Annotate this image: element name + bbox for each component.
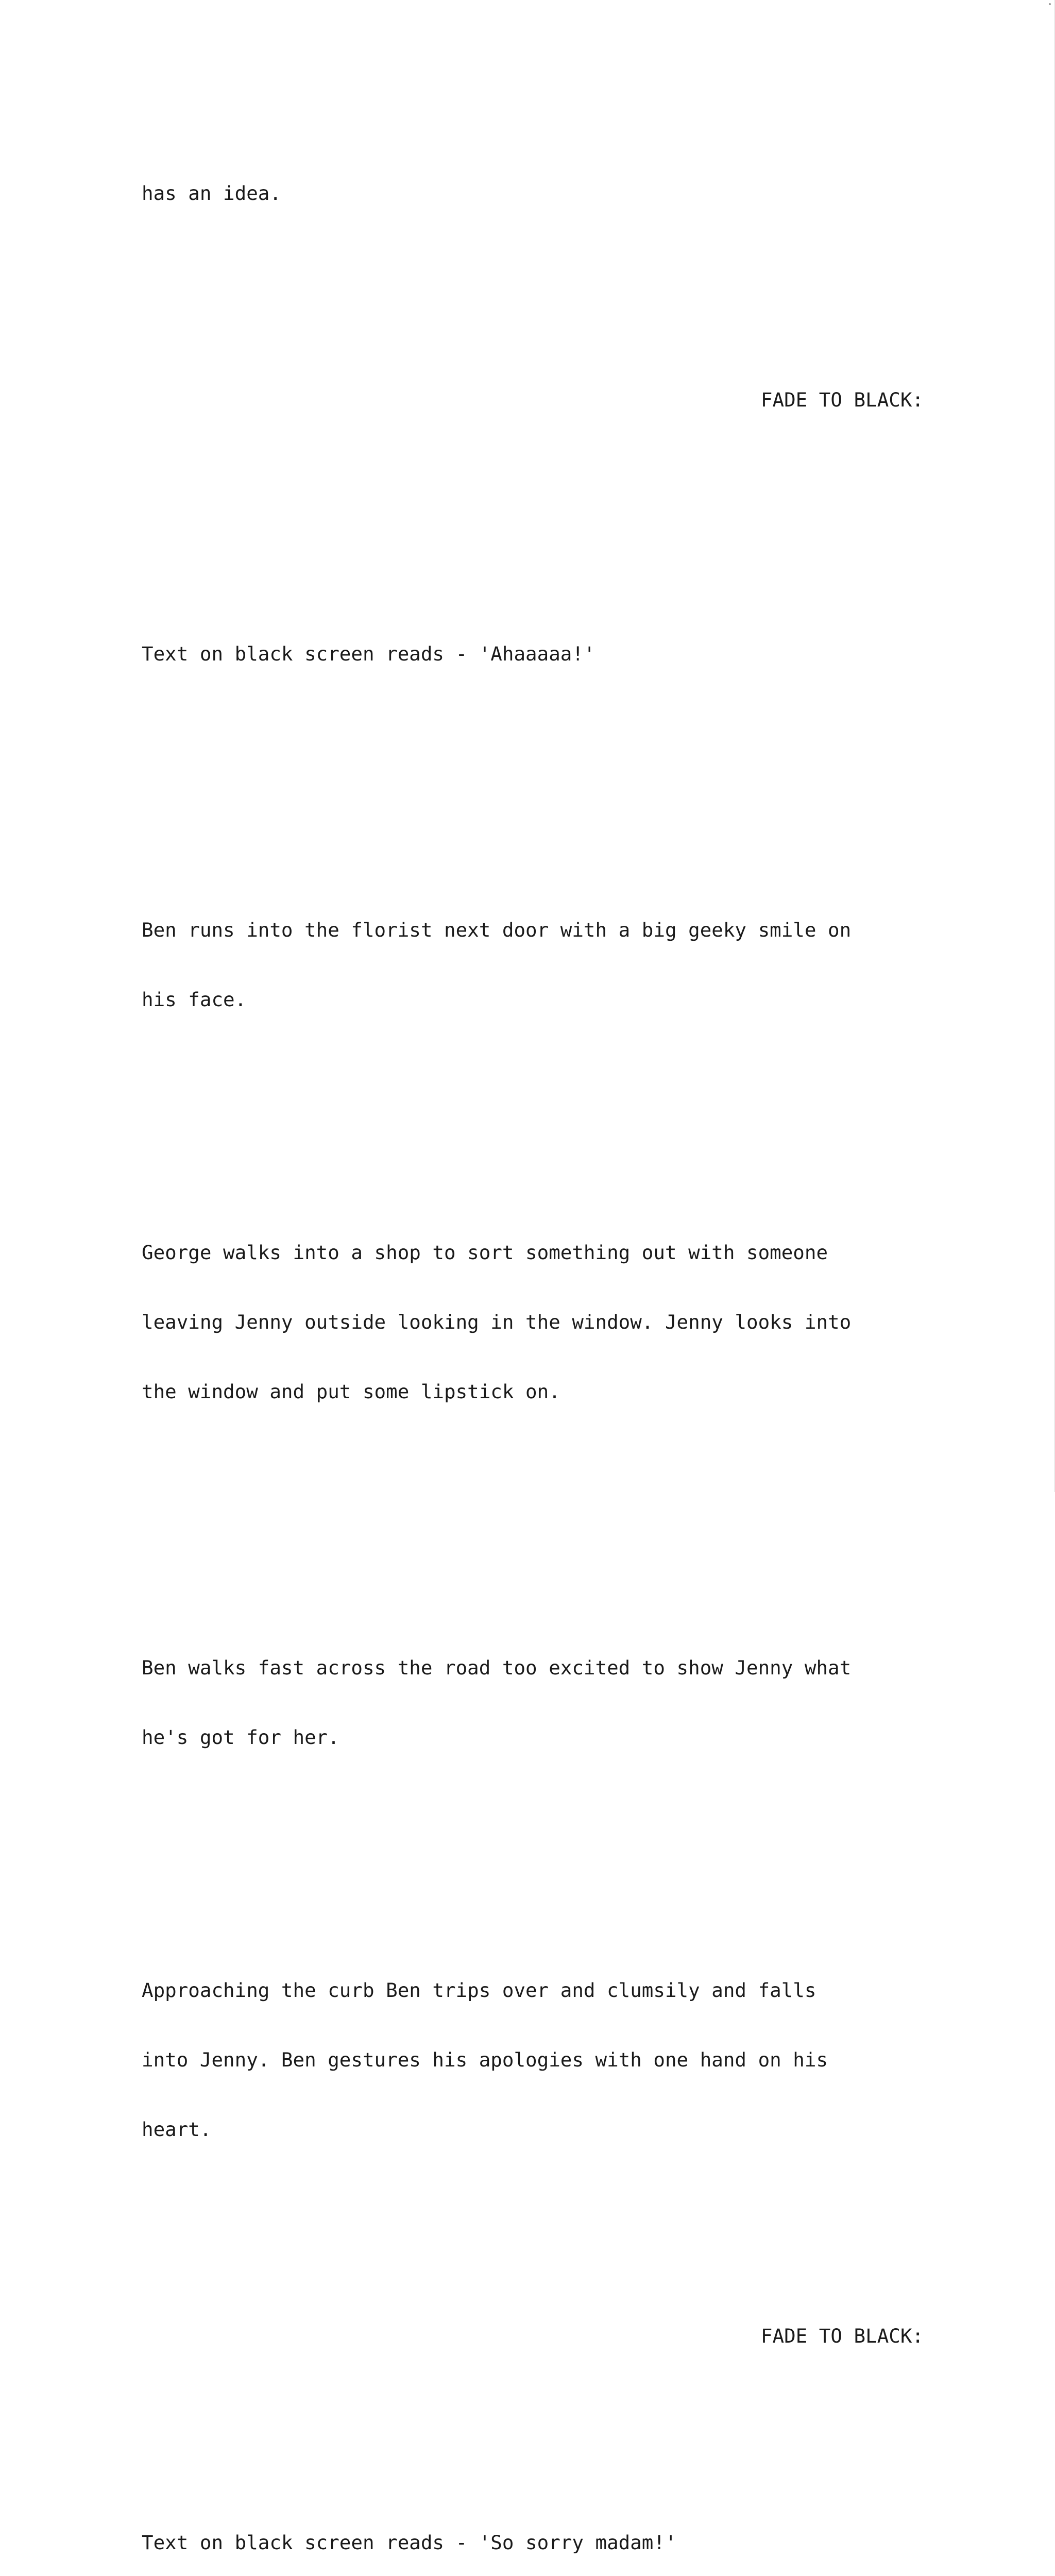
text-line: the window and put some lipstick on. [142,1380,560,1403]
text-line: Text on black screen reads - 'Ahaaaaa!' [142,642,595,665]
action-paragraph [142,1195,930,1450]
text-line: into Jenny. Ben gestures his apologies with one hand on his [142,2048,828,2071]
text-line: his face. [142,988,247,1011]
text-line: he's got for her. [142,1726,339,1749]
action-paragraph [142,1610,930,1795]
text-line: George walks into a shop to sort something out with someone [142,1241,828,1264]
text-line: leaving Jenny outside looking in the window. Jenny looks into [142,1311,852,1333]
action-paragraph [142,2485,930,2576]
text-line: Text on black screen reads - 'So sorry madam!' [142,2531,677,2554]
text-line: heart. [142,2118,212,2141]
transition-fade-to-black: FADE TO BLACK: [760,2325,924,2347]
action-paragraph [142,596,930,712]
text-line: Approaching the curb Ben trips over and clumsily and falls [142,1979,816,2002]
text-line: has an idea. [142,182,281,205]
action-paragraph [142,872,930,1058]
screenplay-body [142,66,930,2576]
action-paragraph [142,135,930,251]
text-line: Ben walks fast across the road too excited to show Jenny what [142,1656,852,1679]
page-corner-mark [1049,3,1051,5]
transition-fade-to-black: FADE TO BLACK: [760,388,924,411]
text-line: Ben runs into the florist next door with a big geeky smile on [142,919,852,941]
action-paragraph [142,1933,930,2188]
